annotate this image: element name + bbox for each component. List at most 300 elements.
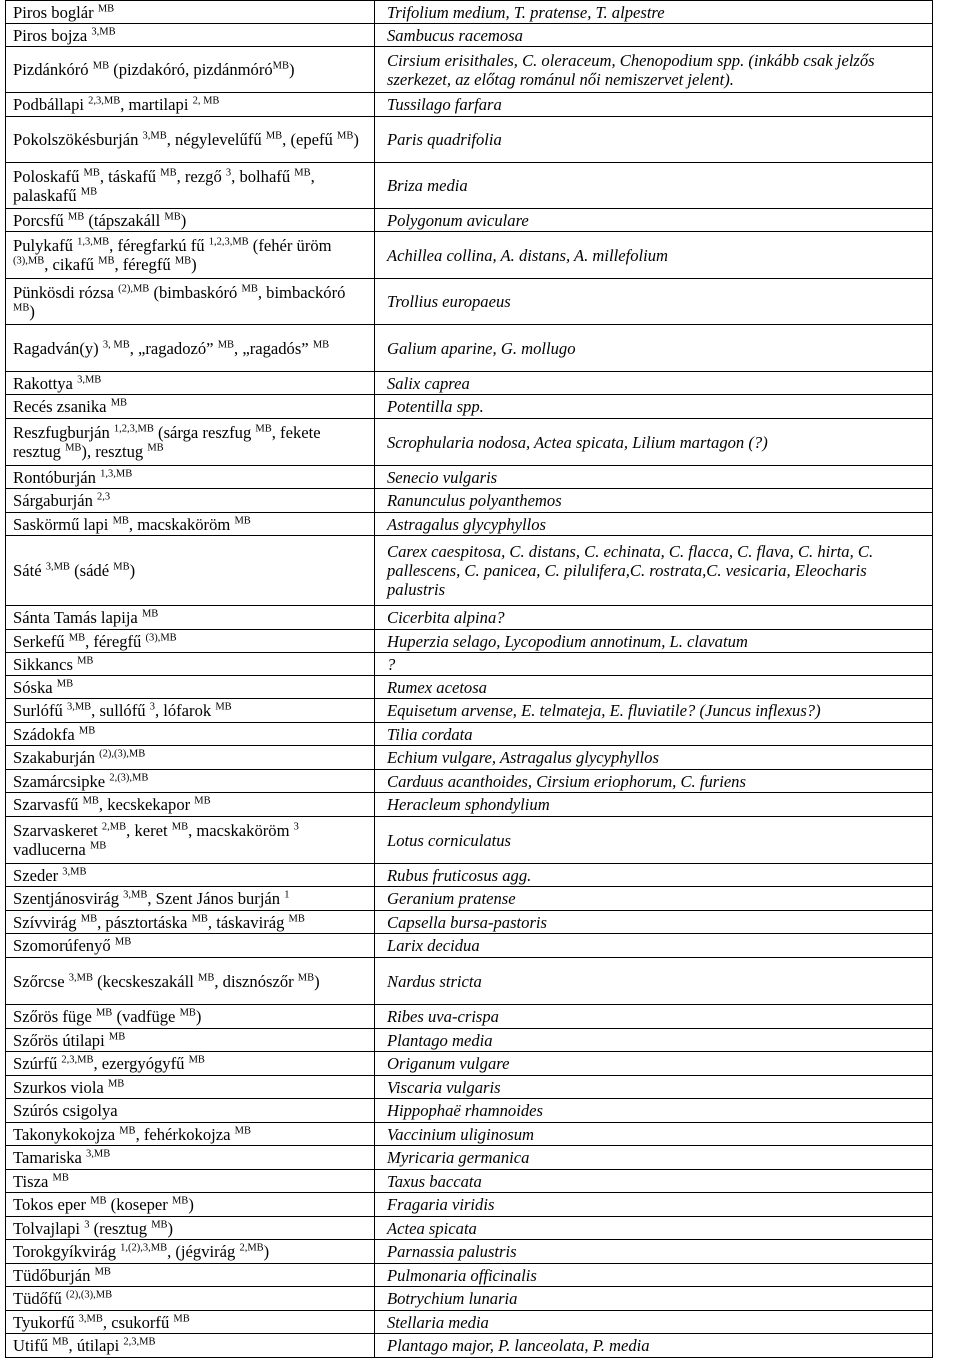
table-row [6,1123,933,1146]
latin-name-cell: Huperzia selago, Lycopodium annotinum, L. clavatum [375,630,933,653]
table-row [6,232,933,279]
source-superscript: MB [198,971,215,983]
hungarian-name-cell [6,1123,375,1146]
name-text: , féregfű [85,631,146,651]
name-text: (fehér üröm [248,236,332,255]
latin-name-cell: Nardus stricta [375,958,933,1005]
name-text: , ezergyógyfű [93,1054,189,1073]
name-text: Porcsfű [13,210,68,230]
hungarian-name-cell [6,793,375,817]
name-text: vadlucerna [13,840,90,859]
hungarian-name-cell [6,1029,375,1052]
source-superscript: 3,MB [68,971,93,983]
name-text: ) [314,971,320,991]
table-row [6,466,933,489]
latin-name-cell: Ribes uva-crispa [375,1005,933,1029]
name-text: Tüdőburján [13,1265,95,1285]
table-row [6,1287,933,1311]
hungarian-name-cell [6,279,375,325]
name-text: Szőrös füge [13,1007,96,1026]
name-text: , pásztortáska [97,912,192,932]
source-superscript: MB [83,166,100,178]
source-superscript: 2,3,MB [123,1336,156,1348]
latin-name-cell: Astragalus glycyphyllos [375,513,933,536]
latin-name-cell: ? [375,653,933,676]
name-text: , macskaköröm [128,514,235,534]
name-text: Szakaburján [13,748,100,767]
name-text: Szívvirág [13,912,81,932]
table-row [6,1193,933,1217]
table-row [6,1052,933,1076]
source-superscript: MB [98,255,115,267]
source-superscript: 3 [149,701,155,713]
name-text: (resztug [89,1218,152,1238]
table-row [6,279,933,325]
table-row [6,372,933,395]
table-row [6,770,933,793]
name-text: Rontóburján [13,467,101,487]
latin-name-cell: Myricaria germanica [375,1146,933,1170]
source-superscript: MB [151,1218,168,1230]
name-text: ) [188,1195,194,1214]
table-row [6,325,933,372]
source-superscript: MB [68,631,86,643]
latin-name-cell: Equisetum arvense, E. telmateja, E. fluviatile? (Juncus inflexus?) [375,699,933,723]
table-row [6,817,933,864]
table-row [6,419,933,466]
name-text: , „ragadozó” [129,338,218,358]
source-superscript: 3,MB [66,701,92,713]
hungarian-name-cell [6,372,375,395]
table-row [6,24,933,47]
hungarian-name-cell [6,232,375,279]
source-superscript: 1,3,MB [77,236,110,248]
plant-names-table [5,0,933,1358]
name-text: , táskavirág [207,912,289,932]
latin-name-cell: Tussilago farfara [375,93,933,117]
name-text: , négylevelűfű [166,130,266,149]
latin-name-cell: Paris quadrifolia [375,117,933,163]
table-row [6,606,933,630]
source-superscript: 3,MB [77,373,102,385]
source-superscript: MB [234,514,251,526]
name-text: , féregfarkú fű [109,236,209,255]
source-superscript: MB [82,795,99,807]
table-row [6,1170,933,1193]
source-superscript: MB [241,282,258,294]
table-row [6,1240,933,1264]
table-row [6,1146,933,1170]
source-superscript: MB [255,423,272,435]
source-superscript: MB [56,677,74,689]
source-superscript: MB [171,821,189,833]
name-text: Pulykafű [13,236,78,255]
source-superscript: 2,3,MB [88,95,121,107]
latin-name-cell: Sambucus racemosa [375,24,933,47]
name-text: , (jégvirág [167,1242,240,1261]
latin-name-cell: Polygonum aviculare [375,209,933,232]
name-text: , macskaköröm [188,821,294,840]
source-superscript: MB [194,795,211,807]
latin-name-cell: Potentilla spp. [375,395,933,419]
source-superscript: MB [191,912,208,924]
latin-name-cell: Tilia cordata [375,723,933,746]
name-text: ) [180,210,187,230]
source-superscript: MB [234,1124,251,1136]
source-superscript: 2,MB [239,1242,264,1254]
source-superscript: MB [171,1195,189,1207]
name-text: Takonykokojza [13,1124,120,1144]
source-superscript: MB [217,338,235,350]
latin-name-cell: Echium vulgare, Astragalus glycyphyllos [375,746,933,770]
latin-name-cell: Plantago major, P. lanceolata, P. media [375,1334,933,1358]
name-text: Szarvasfű [13,795,83,814]
hungarian-name-cell [6,1287,375,1311]
name-text: , útilapi [68,1336,124,1355]
hungarian-name-cell [6,1005,375,1029]
table-row [6,911,933,934]
hungarian-name-cell [6,817,375,864]
name-text: (kecskeszakáll [92,971,199,991]
table-row [6,489,933,513]
name-text: , bimbackóró [257,282,346,302]
name-text: Rakottya [13,373,78,393]
source-superscript: MB [215,701,232,713]
name-text: Recés zsanika [13,397,111,416]
source-superscript: MB [80,912,98,924]
source-superscript: MB [113,561,130,573]
hungarian-name-cell [6,489,375,513]
source-superscript: MB [92,60,110,72]
latin-name-cell: Parnassia palustris [375,1240,933,1264]
source-superscript: MB [65,442,82,454]
source-superscript: (3),MB [13,255,45,267]
table-row [6,1099,933,1123]
latin-name-cell: Capsella bursa-pastoris [375,911,933,934]
table-row [6,630,933,653]
source-superscript: 3,MB [123,889,148,901]
name-text: Reszfugburján [13,423,114,442]
latin-name-cell: Pulmonaria officinalis [375,1264,933,1287]
name-text: Piros boglár [13,2,98,22]
source-superscript: 2,(3),MB [109,771,149,783]
source-superscript: MB [119,1124,136,1136]
name-text: Surlófű [13,701,67,720]
name-text: , palaskafű [13,166,315,205]
name-text: , keret [126,821,172,840]
hungarian-name-cell [6,911,375,934]
source-superscript: 3, MB [102,338,130,350]
table-row [6,47,933,93]
source-superscript: 2,MB [101,821,127,833]
name-text: , Szent János burján [147,889,285,908]
name-text: Tisza [13,1171,53,1191]
name-text: Szádokfa [13,724,79,744]
latin-name-cell: Hippophaë rhamnoides [375,1099,933,1123]
table-row [6,699,933,723]
source-superscript: 3,MB [78,1312,103,1324]
latin-name-cell: Larix decidua [375,934,933,958]
hungarian-name-cell [6,24,375,47]
source-superscript: MB [272,60,290,72]
source-superscript: (3),MB [145,631,177,643]
name-text: (koseper [106,1195,172,1214]
source-superscript: MB [174,255,192,267]
name-text: ), resztug [81,442,148,461]
name-text: ) [353,130,359,149]
hungarian-name-cell [6,1099,375,1123]
source-superscript: MB [13,301,30,313]
source-superscript: 1,3,MB [100,467,133,479]
name-text: Szőrcse [13,971,69,991]
hungarian-name-cell [6,47,375,93]
hungarian-name-cell [6,864,375,887]
name-text: , cikafű [44,255,99,274]
name-text: Szomorúfenyő [13,936,115,955]
source-superscript: MB [179,1007,196,1019]
source-superscript: MB [265,130,283,142]
source-superscript: 3,MB [142,130,167,142]
name-text: Tyukorfű [13,1312,79,1332]
hungarian-name-cell [6,1217,375,1240]
latin-name-cell: Senecio vulgaris [375,466,933,489]
name-text: , kecskekapor [98,795,195,814]
table-row [6,723,933,746]
name-text: ) [263,1242,270,1261]
source-superscript: 3 [84,1218,90,1230]
source-superscript: MB [173,1312,190,1324]
name-text: Sárgaburján [13,491,98,510]
table-row [6,746,933,770]
source-superscript: MB [336,130,354,142]
source-superscript: MB [297,971,315,983]
name-text: (tápszakáll [84,210,165,230]
source-superscript: (2),(3),MB [99,748,146,760]
source-superscript: 1,(2),3,MB [120,1242,168,1254]
latin-name-cell: Rubus fruticosus agg. [375,864,933,887]
name-text: ) [29,301,35,321]
name-text: Tolvajlapi [13,1218,85,1238]
table-row [6,958,933,1005]
table-row [6,395,933,419]
hungarian-name-cell [6,653,375,676]
latin-name-cell: Stellaria media [375,1311,933,1334]
name-text: Pokolszökésburján [13,130,143,149]
latin-name-cell: Heracleum sphondylium [375,793,933,817]
hungarian-name-cell [6,1146,375,1170]
name-text: , martilapi [120,95,193,114]
name-text: , (epefű [282,130,337,149]
name-text: ) [289,60,295,79]
name-text: Szőrös útilapi [13,1030,109,1050]
source-superscript: MB [141,608,159,620]
name-text: Sáté [13,561,46,580]
latin-name-cell: Briza media [375,163,933,209]
hungarian-name-cell [6,723,375,746]
name-text: Tokos eper [13,1195,91,1214]
table-row [6,864,933,887]
latin-name-cell: Carduus acanthoides, Cirsium eriophorum, C. furiens [375,770,933,793]
name-text: Serkefű [13,631,69,651]
source-superscript: MB [160,166,177,178]
table-row [6,1217,933,1240]
hungarian-name-cell [6,419,375,466]
source-superscript: 2,3 [97,491,111,503]
name-text: Torokgyíkvirág [13,1242,121,1261]
name-text: Szamárcsipke [13,771,110,791]
latin-name-cell: Plantago media [375,1029,933,1052]
name-text: (sádé [69,561,114,580]
name-text: , rezgő [176,166,226,186]
name-text: Ragadván(y) [13,338,103,358]
name-text: Szeder [13,865,63,885]
source-superscript: (2),(3),MB [66,1289,113,1301]
source-superscript: MB [80,185,98,197]
name-text: Pizdánkóró [13,60,93,79]
source-superscript: 3,MB [45,561,70,573]
source-superscript: MB [147,442,164,454]
latin-name-cell: Trifolium medium, T. pratense, T. alpestre [375,1,933,24]
name-text: , bolhafű [231,166,295,186]
name-text: , sullófű [91,701,150,720]
source-superscript: 3,MB [62,865,87,877]
hungarian-name-cell [6,1240,375,1264]
source-superscript: MB [114,936,132,948]
source-superscript: MB [94,1265,111,1277]
latin-name-cell: Carex caespitosa, C. distans, C. echinata, C. flacca, C. flava, C. hirta, C. pallescens, C. panicea, C. pilulifera,C. rostrata,C. vesicaria, Eleocharis palustris [375,536,933,606]
latin-name-cell: Cirsium erisithales, C. oleraceum, Chenopodium spp. (inkább csak jelzős szerkezet, az előtag románul női nemiszervet jelent). [375,47,933,93]
source-superscript: MB [112,514,129,526]
name-text: , táskafű [99,166,161,186]
hungarian-name-cell [6,209,375,232]
source-superscript: MB [89,840,107,852]
name-text: , lófarok [154,701,216,720]
table-row [6,1311,933,1334]
hungarian-name-cell [6,1076,375,1099]
hungarian-name-cell [6,536,375,606]
latin-name-cell: Ranunculus polyanthemos [375,489,933,513]
name-text: Sikkancs [13,654,78,674]
table-body [6,1,933,1358]
name-text: Saskörmű lapi [13,514,113,534]
source-superscript: MB [90,1195,107,1207]
name-text: Szúrfű [13,1054,62,1073]
hungarian-name-cell [6,1311,375,1334]
latin-name-cell: Vaccinium uliginosum [375,1123,933,1146]
hungarian-name-cell [6,1052,375,1076]
hungarian-name-cell [6,163,375,209]
name-text: Tüdőfű [13,1289,66,1308]
source-superscript: MB [95,1007,113,1019]
table-row [6,793,933,817]
latin-name-cell: Taxus baccata [375,1170,933,1193]
hungarian-name-cell [6,770,375,793]
table-row [6,653,933,676]
name-text: Tamariska [13,1148,87,1167]
name-text: Piros bojza [13,25,92,45]
latin-name-cell: Geranium pratense [375,887,933,911]
name-text: ) [167,1218,174,1238]
source-superscript: 2,3,MB [61,1054,94,1066]
latin-name-cell: Galium aparine, G. mollugo [375,325,933,372]
name-text: (vadfüge [112,1007,180,1026]
name-text: Szurkos viola [13,1077,108,1097]
source-superscript: MB [78,724,96,736]
source-superscript: MB [97,2,115,14]
source-superscript: 1 [284,889,290,901]
latin-name-cell: Achillea collina, A. distans, A. millefolium [375,232,933,279]
latin-name-cell: Salix caprea [375,372,933,395]
hungarian-name-cell [6,513,375,536]
table-row [6,163,933,209]
name-text: , disznószőr [214,971,298,991]
source-superscript: MB [188,1054,205,1066]
hungarian-name-cell [6,93,375,117]
name-text: Utifű [13,1336,53,1355]
latin-name-cell: Actea spicata [375,1217,933,1240]
name-text: ) [191,255,197,274]
name-text: ) [129,561,136,580]
latin-name-cell: Origanum vulgare [375,1052,933,1076]
source-superscript: MB [77,654,94,666]
name-text: Sóska [13,677,57,697]
table-row [6,513,933,536]
name-text: , féregfű [114,255,175,274]
name-text: , fekete resztug [13,423,321,461]
source-superscript: MB [110,397,128,409]
name-text: (sárga reszfug [153,423,256,442]
source-superscript: MB [108,1030,126,1042]
name-text: , „ragadós” [234,338,313,358]
name-text: Szentjánosvirág [13,889,124,908]
hungarian-name-cell [6,1170,375,1193]
hungarian-name-cell [6,676,375,699]
latin-name-cell: Botrychium lunaria [375,1287,933,1311]
name-text: , fehérkokojza [135,1124,235,1144]
source-superscript: 3,MB [86,1148,111,1160]
table-row [6,93,933,117]
source-superscript: MB [52,1336,69,1348]
latin-name-cell: Cicerbita alpina? [375,606,933,630]
source-superscript: 1,2,3,MB [113,423,154,435]
source-superscript: MB [312,338,330,350]
name-text: Poloskafű [13,166,84,186]
hungarian-name-cell [6,606,375,630]
table-row [6,1334,933,1358]
source-superscript: MB [288,912,305,924]
latin-name-cell: Viscaria vulgaris [375,1076,933,1099]
hungarian-name-cell [6,1,375,24]
hungarian-name-cell [6,325,375,372]
source-superscript: MB [164,210,181,222]
latin-name-cell: Fragaria viridis [375,1193,933,1217]
hungarian-name-cell [6,887,375,911]
source-superscript: MB [52,1171,69,1183]
name-text: Podbállapi [13,95,89,114]
table-row [6,536,933,606]
hungarian-name-cell [6,630,375,653]
table-row [6,887,933,911]
source-superscript: MB [67,210,85,222]
source-superscript: 3 [225,166,232,178]
name-text: Sánta Tamás lapija [13,608,142,627]
table-row [6,1,933,24]
source-superscript: 2, MB [192,95,220,107]
name-text: ) [195,1007,202,1026]
hungarian-name-cell [6,117,375,163]
hungarian-name-cell [6,466,375,489]
table-row [6,1076,933,1099]
